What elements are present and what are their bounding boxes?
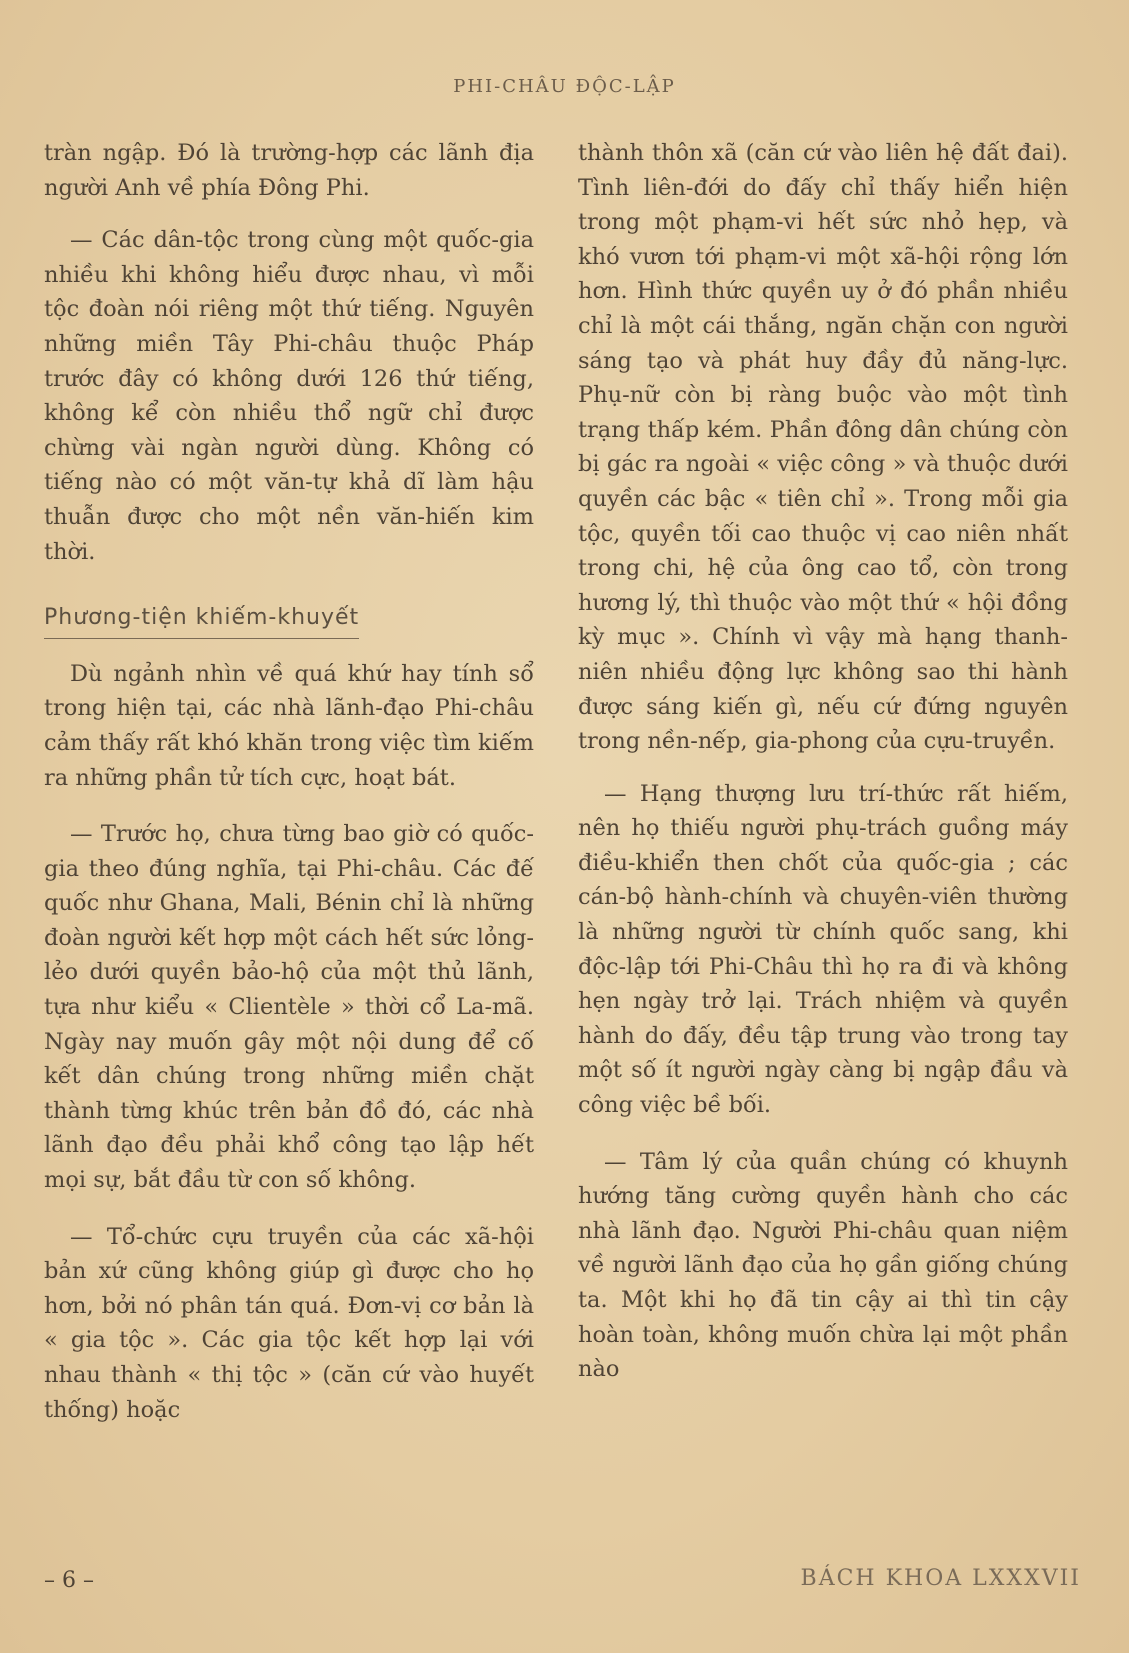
paragraph: — Tâm lý của quần chúng có khuynh hướng tăng cường quyền hành cho các nhà lãnh đạo. Người Phi-châu quan niệm về người lãnh đạo của họ gần giống chúng ta. Một khi họ đã tin cậy ai thì tin cậy hoàn toàn, không muốn chừa lại một phần nào: [578, 1148, 1068, 1383]
paragraph: — Các dân-tộc trong cùng một quốc-gia nhiều khi không hiểu được nhau, vì mỗi tộc đoàn nói riêng một thứ tiếng. Nguyên những miền Tây Phi-châu thuộc Pháp trước đây có không dưới 126 thứ tiếng, không kể còn nhiều thổ ngữ chỉ được chừng vài ngàn người dùng. Không có tiếng nào có một văn-tự khả dĩ làm hậu thuẫn được cho một nền văn-hiến kim thời.: [44, 227, 534, 565]
paragraph: — Trước họ, chưa từng bao giờ có quốc-gia theo đúng nghĩa, tại Phi-châu. Các đế quốc như Ghana, Mali, Bénin chỉ là những đoàn người kết hợp một cách hết sức lỏng-lẻo dưới quyền bảo-hộ của một thủ lãnh, tựa như kiểu « Clientèle » thời cổ La-mã. Ngày nay muốn gây một nội dung để cố kết dân chúng trong những miền chặt thành từng khúc trên bản đồ đó, các nhà lãnh đạo đều phải khổ công tạo lập hết mọi sự, bắt đầu từ con số không.: [44, 821, 534, 1194]
left-column: [44, 136, 534, 1449]
paragraph: Dù ngảnh nhìn về quá khứ hay tính sổ trong hiện tại, các nhà lãnh-đạo Phi-châu cảm thấy rất khó khăn trong việc tìm kiếm ra những phần tử tích cực, hoạt bát.: [44, 660, 534, 791]
section-heading: Phương-tiện khiếm-khuyết: [44, 601, 359, 639]
paragraph: tràn ngập. Đó là trường-hợp các lãnh địa người Anh về phía Đông Phi.: [44, 140, 534, 201]
paragraph: — Hạng thượng lưu trí-thức rất hiếm, nên họ thiếu người phụ-trách guồng máy điều-khiển then chốt của quốc-gia ; các cán-bộ hành-chính và chuyên-viên thường là những người từ chính quốc sang, khi độc-lập tới Phi-Châu thì họ ra đi và không hẹn ngày trở lại. Trách nhiệm và quyền hành do đấy, đều tập trung vào trong tay một số ít người ngày càng bị ngập đầu và công việc bề bối.: [578, 780, 1068, 1119]
paragraph: thành thôn xã (căn cứ vào liên hệ đất đai). Tình liên-đới do đấy chỉ thấy hiển hiện trong một phạm-vi hết sức nhỏ hẹp, và khó vươn tới phạm-vi một xã-hội rộng lớn hơn. Hình thức quyền uy ở đó phần nhiều chỉ là một cái thắng, ngăn chặn con người sáng tạo và phát huy đầy đủ năng-lực. Phụ-nữ còn bị ràng buộc vào một tình trạng thấp kém. Phần đông dân chúng còn bị gác ra ngoài « việc công » và thuộc dưới quyền các bậc « tiên chỉ ». Trong mỗi gia tộc, quyền tối cao thuộc vị cao niên nhất trong chi, hệ của ông cao tổ, còn trong hương lý, thì thuộc vào một thứ « hội đồng kỳ mục ». Chính vì vậy mà hạng thanh-niên nhiều động lực không sao thi hành được sáng kiến gì, nếu cứ đứng nguyên trong nền-nếp, gia-phong của cựu-truyền.: [578, 140, 1068, 755]
right-column: [578, 136, 1068, 1409]
running-head: PHI-CHÂU ĐỘC-LẬP: [453, 76, 676, 97]
page-number: – 6 –: [44, 1568, 94, 1593]
paragraph: — Tổ-chức cựu truyền của các xã-hội bản xứ cũng không giúp gì được cho họ hơn, bởi nó phân tán quá. Đơn-vị cơ bản là « gia tộc ». Các gia tộc kết hợp lại với nhau thành « thị tộc » (căn cứ vào huyết thống) hoặc: [44, 1223, 534, 1423]
publication-title: BÁCH KHOA LXXXVII: [800, 1566, 1081, 1591]
